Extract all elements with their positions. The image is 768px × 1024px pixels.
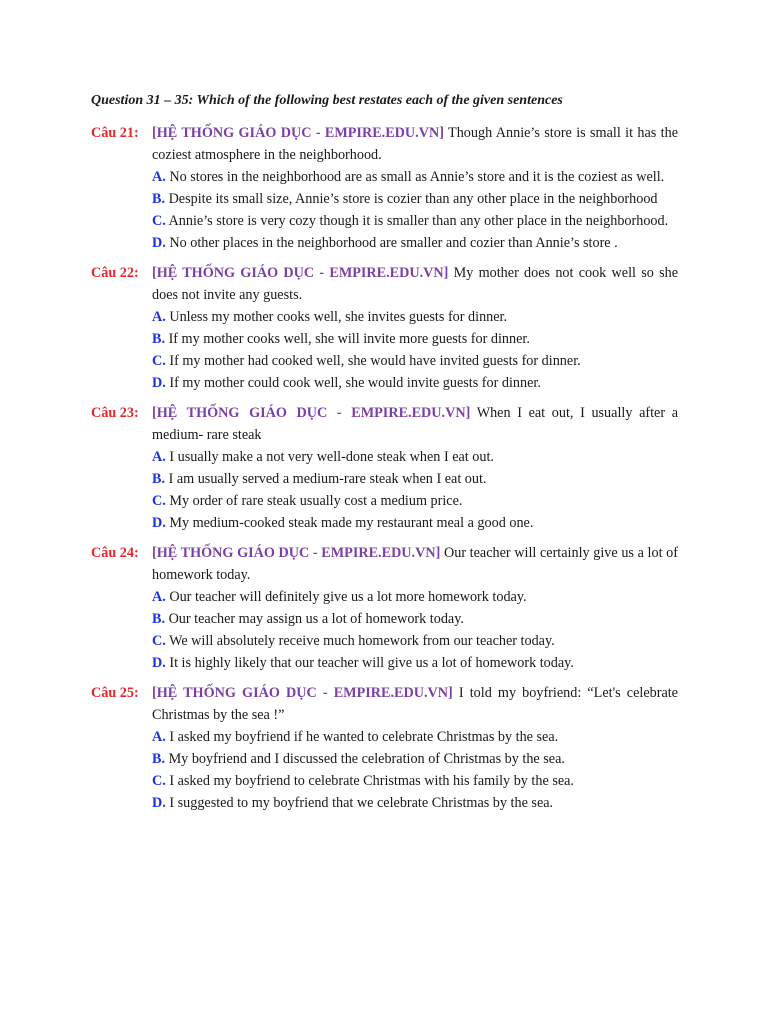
source-tag: [HỆ THỐNG GIÁO DỤC - EMPIRE.EDU.VN]	[152, 265, 449, 281]
option-letter: B.	[152, 191, 166, 207]
option-c	[152, 210, 691, 232]
question-block	[91, 402, 691, 534]
option-text: I usually make a not very well-done steak when I eat out.	[165, 449, 494, 465]
question-block	[91, 682, 691, 814]
option-text: My medium-cooked steak made my restaurant meal a good one.	[165, 515, 534, 531]
question-stem	[152, 542, 678, 586]
option-text: My order of rare steak usually cost a medium price.	[165, 493, 463, 509]
option-b	[152, 188, 691, 210]
option-text: If my mother could cook well, she would invite guests for dinner.	[165, 375, 541, 391]
question-text: When I eat out, I usually after a medium- rare steak	[152, 405, 678, 443]
option-a	[152, 586, 691, 608]
option-text: No other places in the neighborhood are smaller and cozier than Annie’s store .	[165, 235, 618, 251]
option-text: I asked my boyfriend to celebrate Christmas with his family by the sea.	[165, 773, 574, 789]
option-c	[152, 770, 691, 792]
option-letter: C.	[152, 353, 166, 369]
option-text: My boyfriend and I discussed the celebration of Christmas by the sea.	[165, 751, 565, 767]
option-letter: B.	[152, 611, 166, 627]
question-stem	[152, 402, 678, 446]
option-letter: C.	[152, 773, 166, 789]
option-letter: A.	[152, 729, 166, 745]
source-tag: [HỆ THỐNG GIÁO DỤC - EMPIRE.EDU.VN]	[152, 125, 444, 141]
option-a	[152, 306, 691, 328]
option-text: Our teacher may assign us a lot of homework today.	[165, 611, 464, 627]
option-d	[152, 512, 691, 534]
option-d	[152, 232, 691, 254]
option-letter: D.	[152, 235, 166, 251]
option-letter: D.	[152, 515, 166, 531]
question-label: Câu 25:	[91, 685, 139, 701]
question-label: Câu 23:	[91, 405, 139, 421]
option-text: I asked my boyfriend if he wanted to celebrate Christmas by the sea.	[165, 729, 559, 745]
option-a	[152, 166, 691, 188]
option-text: Our teacher will definitely give us a lot more homework today.	[165, 589, 527, 605]
question-text: I told my boyfriend: “Let's celebrate Christmas by the sea !”	[152, 685, 678, 723]
option-letter: A.	[152, 449, 166, 465]
option-d	[152, 372, 691, 394]
option-c	[152, 490, 691, 512]
option-letter: C.	[152, 213, 166, 229]
option-text: I suggested to my boyfriend that we celebrate Christmas by the sea.	[165, 795, 554, 811]
section-instruction: Question 31 – 35: Which of the following best restates each of the given sentences	[91, 93, 563, 108]
option-letter: B.	[152, 751, 166, 767]
option-text: If my mother cooks well, she will invite more guests for dinner.	[165, 331, 530, 347]
option-text: Annie’s store is very cozy though it is smaller than any other place in the neighborhood.	[165, 213, 669, 229]
source-tag: [HỆ THỐNG GIÁO DỤC - EMPIRE.EDU.VN]	[152, 405, 471, 421]
option-letter: A.	[152, 169, 166, 185]
option-b	[152, 468, 691, 490]
option-letter: D.	[152, 795, 166, 811]
option-letter: A.	[152, 309, 166, 325]
question-stem	[152, 122, 678, 166]
option-letter: D.	[152, 655, 166, 671]
question-label: Câu 24:	[91, 545, 139, 561]
option-c	[152, 350, 691, 372]
option-letter: C.	[152, 493, 166, 509]
question-block	[91, 262, 691, 394]
option-a	[152, 726, 691, 748]
option-text: I am usually served a medium-rare steak when I eat out.	[165, 471, 487, 487]
option-text: It is highly likely that our teacher will give us a lot of homework today.	[165, 655, 574, 671]
question-stem	[152, 262, 678, 306]
question-text: Though Annie’s store is small it has the coziest atmosphere in the neighborhood.	[152, 125, 678, 163]
option-text: Despite its small size, Annie’s store is cozier than any other place in the neighborhood	[165, 191, 658, 207]
option-letter: A.	[152, 589, 166, 605]
option-text: We will absolutely receive much homework from our teacher today.	[165, 633, 555, 649]
question-label: Câu 22:	[91, 265, 139, 281]
option-letter: C.	[152, 633, 166, 649]
question-block	[91, 122, 691, 254]
question-block	[91, 542, 691, 674]
option-b	[152, 608, 691, 630]
option-text: No stores in the neighborhood are as small as Annie’s store and it is the coziest as well.	[165, 169, 665, 185]
option-a	[152, 446, 691, 468]
question-text: My mother does not cook well so she does not invite any guests.	[152, 265, 679, 303]
option-letter: B.	[152, 471, 166, 487]
source-tag: [HỆ THỐNG GIÁO DỤC - EMPIRE.EDU.VN]	[152, 545, 441, 561]
option-text: Unless my mother cooks well, she invites guests for dinner.	[165, 309, 508, 325]
source-tag: [HỆ THỐNG GIÁO DỤC - EMPIRE.EDU.VN]	[152, 685, 453, 701]
option-c	[152, 630, 691, 652]
question-stem	[152, 682, 678, 726]
option-letter: B.	[152, 331, 166, 347]
option-letter: D.	[152, 375, 166, 391]
option-b	[152, 328, 691, 350]
question-label: Câu 21:	[91, 125, 139, 141]
option-text: If my mother had cooked well, she would have invited guests for dinner.	[165, 353, 581, 369]
option-d	[152, 652, 691, 674]
question-text: Our teacher will certainly give us a lot of homework today.	[152, 545, 678, 583]
option-d	[152, 792, 691, 814]
option-b	[152, 748, 691, 770]
